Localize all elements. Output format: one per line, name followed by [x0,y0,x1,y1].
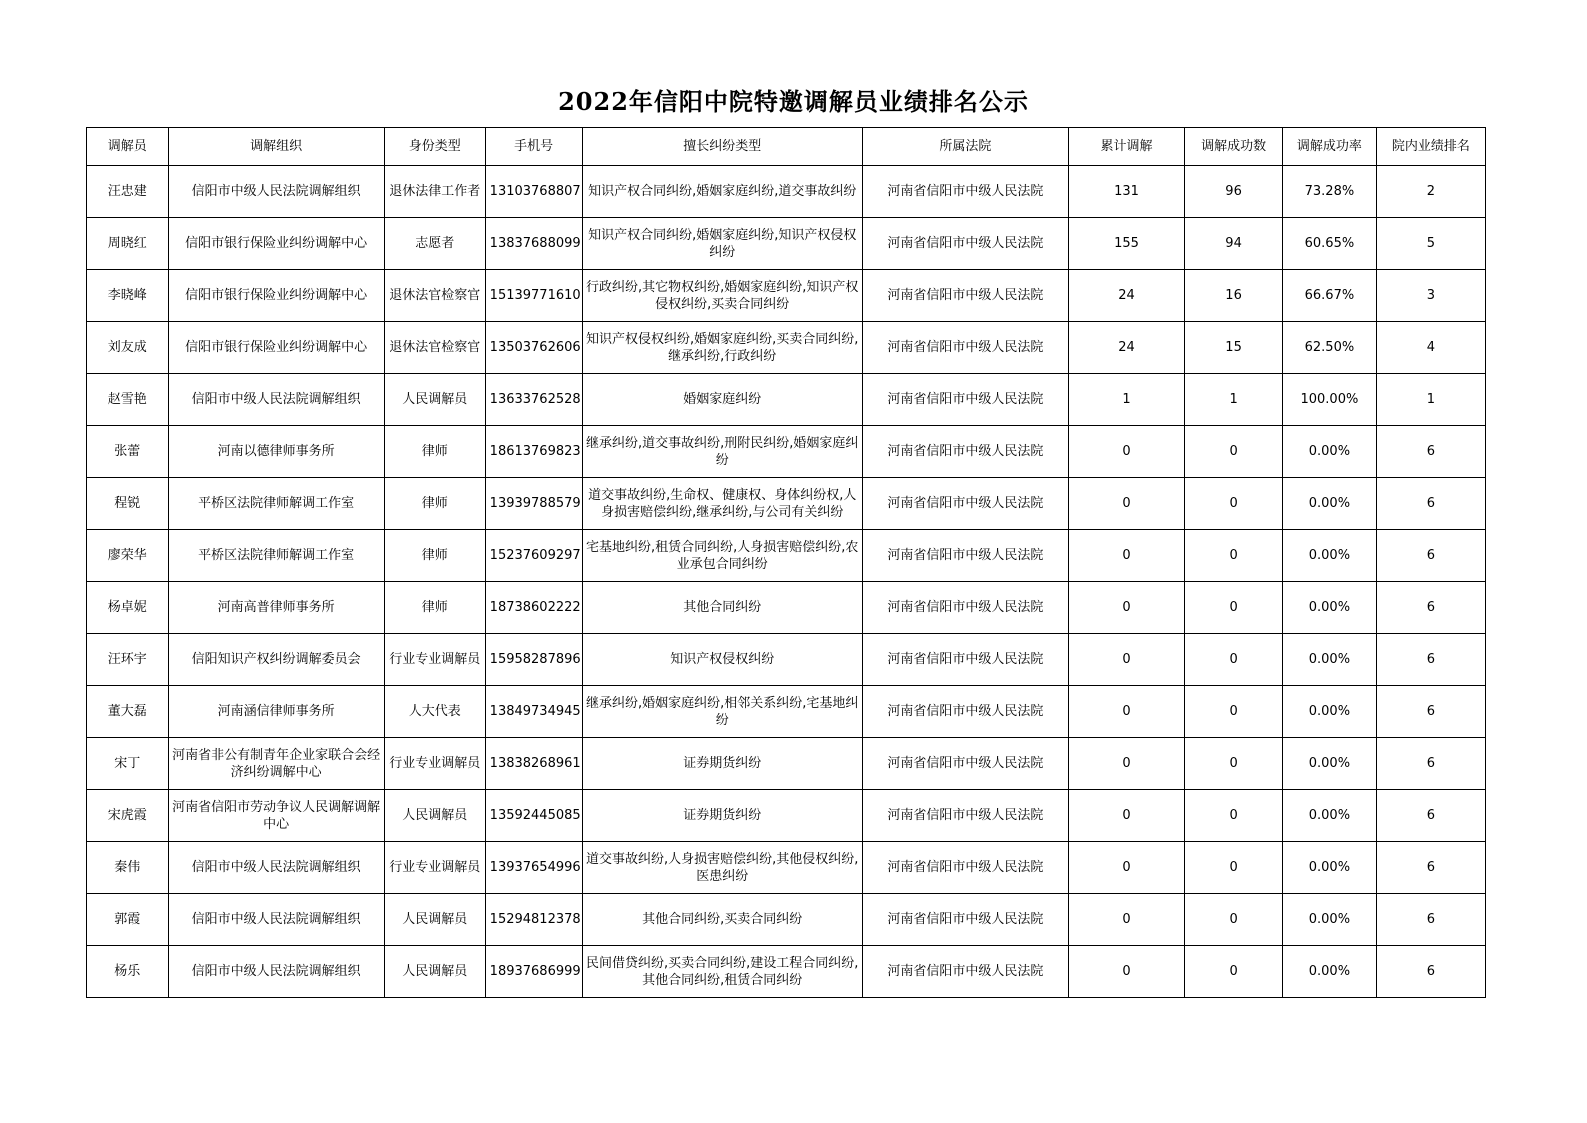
cell-phone: 13837688099 [485,218,582,270]
cell-organization: 信阳市中级人民法院调解组织 [168,894,384,946]
cell-rank: 1 [1376,374,1485,426]
cell-phone: 13939788579 [485,478,582,530]
table-row [87,634,1486,686]
cell-identity: 行业专业调解员 [384,738,485,790]
cell-court: 河南省信阳市中级人民法院 [862,530,1068,582]
cell-phone: 13937654996 [485,842,582,894]
cell-rank: 6 [1376,426,1485,478]
cell-identity: 人民调解员 [384,374,485,426]
cell-total: 0 [1068,842,1184,894]
cell-court: 河南省信阳市中级人民法院 [862,218,1068,270]
cell-rank: 6 [1376,790,1485,842]
cell-rank: 6 [1376,946,1485,998]
cell-phone: 15237609297 [485,530,582,582]
table-row [87,738,1486,790]
cell-dispute-types: 其他合同纠纷 [582,582,862,634]
cell-dispute-types: 证券期货纠纷 [582,790,862,842]
cell-rate: 0.00% [1283,582,1377,634]
cell-mediator-name: 杨卓妮 [87,582,169,634]
table-row [87,426,1486,478]
cell-identity: 律师 [384,582,485,634]
cell-rate: 0.00% [1283,530,1377,582]
cell-rate: 73.28% [1283,166,1377,218]
cell-rank: 6 [1376,582,1485,634]
cell-mediator-name: 汪忠建 [87,166,169,218]
cell-total: 0 [1068,686,1184,738]
cell-organization: 信阳市银行保险业纠纷调解中心 [168,270,384,322]
cell-dispute-types: 行政纠纷,其它物权纠纷,婚姻家庭纠纷,知识产权侵权纠纷,买卖合同纠纷 [582,270,862,322]
cell-success: 0 [1185,426,1283,478]
cell-rank: 6 [1376,842,1485,894]
cell-rate: 66.67% [1283,270,1377,322]
cell-mediator-name: 李晓峰 [87,270,169,322]
cell-court: 河南省信阳市中级人民法院 [862,686,1068,738]
cell-dispute-types: 知识产权合同纠纷,婚姻家庭纠纷,道交事故纠纷 [582,166,862,218]
page-title: 2022年信阳中院特邀调解员业绩排名公示 [558,87,1029,116]
cell-dispute-types: 民间借贷纠纷,买卖合同纠纷,建设工程合同纠纷,其他合同纠纷,租赁合同纠纷 [582,946,862,998]
cell-rate: 0.00% [1283,790,1377,842]
cell-dispute-types: 知识产权侵权纠纷,婚姻家庭纠纷,买卖合同纠纷,继承纠纷,行政纠纷 [582,322,862,374]
cell-phone: 15139771610 [485,270,582,322]
cell-success: 0 [1185,582,1283,634]
cell-success: 0 [1185,842,1283,894]
cell-court: 河南省信阳市中级人民法院 [862,374,1068,426]
table-row [87,894,1486,946]
cell-rate: 0.00% [1283,946,1377,998]
cell-identity: 律师 [384,426,485,478]
cell-organization: 信阳市中级人民法院调解组织 [168,842,384,894]
cell-success: 0 [1185,478,1283,530]
cell-phone: 13633762528 [485,374,582,426]
cell-rank: 6 [1376,738,1485,790]
cell-total: 0 [1068,634,1184,686]
cell-success: 1 [1185,374,1283,426]
cell-court: 河南省信阳市中级人民法院 [862,270,1068,322]
cell-rank: 5 [1376,218,1485,270]
column-header-total: 累计调解 [1068,128,1184,166]
cell-success: 96 [1185,166,1283,218]
column-header-phone: 手机号 [485,128,582,166]
cell-phone: 18613769823 [485,426,582,478]
table-row [87,582,1486,634]
cell-identity: 律师 [384,530,485,582]
table-row [87,374,1486,426]
column-header-rate: 调解成功率 [1283,128,1377,166]
cell-mediator-name: 汪环宇 [87,634,169,686]
cell-phone: 13838268961 [485,738,582,790]
cell-phone: 13503762606 [485,322,582,374]
cell-dispute-types: 知识产权合同纠纷,婚姻家庭纠纷,知识产权侵权纠纷 [582,218,862,270]
cell-total: 0 [1068,426,1184,478]
cell-success: 0 [1185,530,1283,582]
cell-rank: 6 [1376,894,1485,946]
table-row [87,946,1486,998]
cell-court: 河南省信阳市中级人民法院 [862,426,1068,478]
cell-success: 0 [1185,946,1283,998]
cell-dispute-types: 道交事故纠纷,人身损害赔偿纠纷,其他侵权纠纷,医患纠纷 [582,842,862,894]
cell-success: 0 [1185,790,1283,842]
cell-dispute-types: 宅基地纠纷,租赁合同纠纷,人身损害赔偿纠纷,农业承包合同纠纷 [582,530,862,582]
cell-phone: 18937686999 [485,946,582,998]
cell-total: 131 [1068,166,1184,218]
cell-court: 河南省信阳市中级人民法院 [862,166,1068,218]
cell-success: 0 [1185,894,1283,946]
cell-identity: 人民调解员 [384,946,485,998]
table-row [87,842,1486,894]
cell-rank: 6 [1376,634,1485,686]
cell-identity: 志愿者 [384,218,485,270]
cell-court: 河南省信阳市中级人民法院 [862,738,1068,790]
mediator-ranking-table [86,127,1486,998]
cell-organization: 河南省信阳市劳动争议人民调解调解中心 [168,790,384,842]
cell-identity: 退休法官检察官 [384,322,485,374]
cell-rate: 0.00% [1283,894,1377,946]
cell-court: 河南省信阳市中级人民法院 [862,946,1068,998]
cell-rate: 0.00% [1283,478,1377,530]
cell-court: 河南省信阳市中级人民法院 [862,322,1068,374]
cell-organization: 信阳市银行保险业纠纷调解中心 [168,322,384,374]
cell-identity: 人大代表 [384,686,485,738]
cell-total: 1 [1068,374,1184,426]
cell-mediator-name: 周晓红 [87,218,169,270]
cell-rate: 0.00% [1283,426,1377,478]
cell-organization: 信阳市中级人民法院调解组织 [168,166,384,218]
cell-total: 0 [1068,582,1184,634]
cell-mediator-name: 杨乐 [87,946,169,998]
cell-organization: 信阳市中级人民法院调解组织 [168,946,384,998]
column-header-organization: 调解组织 [168,128,384,166]
cell-dispute-types: 其他合同纠纷,买卖合同纠纷 [582,894,862,946]
cell-total: 24 [1068,322,1184,374]
cell-mediator-name: 张蕾 [87,426,169,478]
table-row [87,270,1486,322]
cell-dispute-types: 继承纠纷,婚姻家庭纠纷,相邻关系纠纷,宅基地纠纷 [582,686,862,738]
cell-identity: 退休法律工作者 [384,166,485,218]
cell-rate: 62.50% [1283,322,1377,374]
cell-identity: 退休法官检察官 [384,270,485,322]
cell-rank: 6 [1376,530,1485,582]
cell-success: 16 [1185,270,1283,322]
header-row [87,128,1486,166]
cell-organization: 平桥区法院律师解调工作室 [168,530,384,582]
cell-dispute-types: 婚姻家庭纠纷 [582,374,862,426]
cell-rate: 0.00% [1283,738,1377,790]
cell-total: 0 [1068,530,1184,582]
cell-mediator-name: 程锐 [87,478,169,530]
cell-rate: 0.00% [1283,842,1377,894]
cell-organization: 河南省非公有制青年企业家联合会经济纠纷调解中心 [168,738,384,790]
column-header-identity: 身份类型 [384,128,485,166]
cell-total: 0 [1068,738,1184,790]
table-row [87,166,1486,218]
cell-success: 15 [1185,322,1283,374]
table-row [87,790,1486,842]
cell-organization: 平桥区法院律师解调工作室 [168,478,384,530]
cell-court: 河南省信阳市中级人民法院 [862,790,1068,842]
cell-rate: 100.00% [1283,374,1377,426]
table-row [87,218,1486,270]
table-row [87,478,1486,530]
cell-total: 0 [1068,946,1184,998]
cell-dispute-types: 知识产权侵权纠纷 [582,634,862,686]
cell-organization: 河南高普律师事务所 [168,582,384,634]
cell-mediator-name: 刘友成 [87,322,169,374]
table-row [87,530,1486,582]
cell-court: 河南省信阳市中级人民法院 [862,582,1068,634]
cell-mediator-name: 郭霞 [87,894,169,946]
cell-success: 0 [1185,738,1283,790]
table-row [87,322,1486,374]
cell-total: 0 [1068,478,1184,530]
cell-dispute-types: 道交事故纠纷,生命权、健康权、身体纠纷权,人身损害赔偿纠纷,继承纠纷,与公司有关纠纷 [582,478,862,530]
cell-phone: 15294812378 [485,894,582,946]
cell-dispute-types: 继承纠纷,道交事故纠纷,刑附民纠纷,婚姻家庭纠纷 [582,426,862,478]
column-header-success: 调解成功数 [1185,128,1283,166]
cell-organization: 河南以德律师事务所 [168,426,384,478]
cell-identity: 行业专业调解员 [384,842,485,894]
cell-rank: 6 [1376,478,1485,530]
cell-success: 0 [1185,634,1283,686]
cell-mediator-name: 宋虎霞 [87,790,169,842]
cell-organization: 信阳市银行保险业纠纷调解中心 [168,218,384,270]
column-header-rank: 院内业绩排名 [1376,128,1485,166]
cell-total: 0 [1068,894,1184,946]
column-header-mediator: 调解员 [87,128,169,166]
cell-total: 0 [1068,790,1184,842]
cell-identity: 人民调解员 [384,894,485,946]
cell-organization: 信阳市中级人民法院调解组织 [168,374,384,426]
cell-rank: 6 [1376,686,1485,738]
cell-total: 155 [1068,218,1184,270]
cell-rank: 2 [1376,166,1485,218]
cell-organization: 河南涵信律师事务所 [168,686,384,738]
cell-mediator-name: 廖荣华 [87,530,169,582]
cell-organization: 信阳知识产权纠纷调解委员会 [168,634,384,686]
column-header-court: 所属法院 [862,128,1068,166]
cell-identity: 律师 [384,478,485,530]
cell-success: 0 [1185,686,1283,738]
cell-rate: 0.00% [1283,686,1377,738]
cell-rate: 0.00% [1283,634,1377,686]
cell-phone: 15958287896 [485,634,582,686]
cell-mediator-name: 宋丁 [87,738,169,790]
cell-identity: 行业专业调解员 [384,634,485,686]
cell-total: 24 [1068,270,1184,322]
cell-mediator-name: 秦伟 [87,842,169,894]
cell-phone: 18738602222 [485,582,582,634]
cell-phone: 13103768807 [485,166,582,218]
cell-success: 94 [1185,218,1283,270]
cell-rate: 60.65% [1283,218,1377,270]
cell-dispute-types: 证券期货纠纷 [582,738,862,790]
cell-rank: 3 [1376,270,1485,322]
cell-mediator-name: 董大磊 [87,686,169,738]
cell-court: 河南省信阳市中级人民法院 [862,842,1068,894]
cell-court: 河南省信阳市中级人民法院 [862,478,1068,530]
cell-court: 河南省信阳市中级人民法院 [862,634,1068,686]
cell-mediator-name: 赵雪艳 [87,374,169,426]
cell-phone: 13849734945 [485,686,582,738]
table-row [87,686,1486,738]
cell-rank: 4 [1376,322,1485,374]
cell-court: 河南省信阳市中级人民法院 [862,894,1068,946]
cell-identity: 人民调解员 [384,790,485,842]
cell-phone: 13592445085 [485,790,582,842]
column-header-dispute-types: 擅长纠纷类型 [582,128,862,166]
